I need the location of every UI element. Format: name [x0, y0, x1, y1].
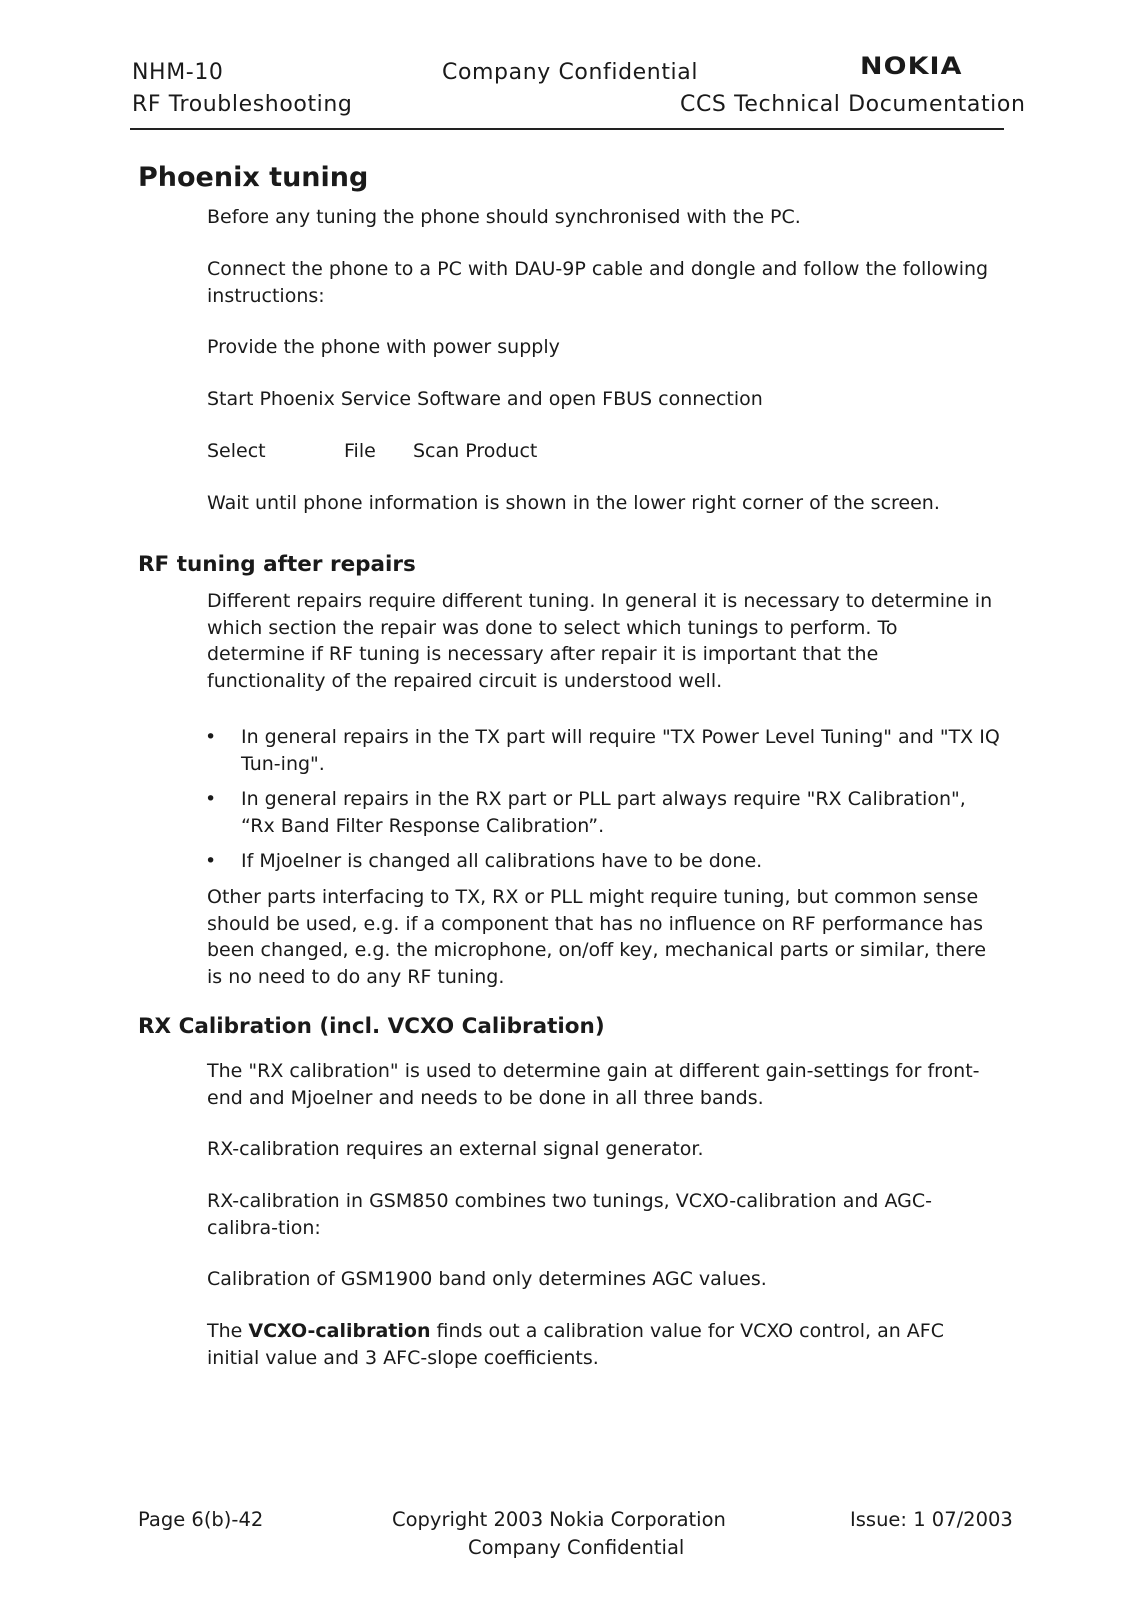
- bullet-dot: •: [205, 726, 217, 748]
- select-file: File: [344, 440, 376, 462]
- paragraph-lead: The: [207, 1320, 249, 1342]
- footer-confidential: Company Confidential: [468, 1536, 685, 1559]
- page-number: Page 6(b)-42: [138, 1508, 264, 1531]
- header-doc-type: CCS Technical Documentation: [680, 92, 1026, 117]
- rf-tuning-intro: Different repairs require different tuning. In general it is necessary to determine in which section the repair was done to select which tunings to perform. To determine if RF tuning is necessary after repair it is important that the functionality of the repaired circuit is understood well.: [207, 590, 993, 692]
- header-divider: [130, 128, 1004, 130]
- bullet-dot: •: [205, 850, 217, 872]
- header-confidential: Company Confidential: [442, 60, 699, 85]
- header-section: RF Troubleshooting: [132, 92, 353, 117]
- phoenix-paragraph-4: Start Phoenix Service Software and open FBUS connection: [207, 388, 763, 410]
- doc-model: NHM-10: [132, 60, 224, 85]
- bullet-dot: •: [205, 788, 217, 810]
- heading-rf-tuning: RF tuning after repairs: [138, 552, 416, 577]
- rf-tuning-outro: Other parts interfacing to TX, RX or PLL might require tuning, but common sense should be used, e.g. if a component that has no influence on RF performance has been changed, e.g. the microphone, on/off key, mechanical parts or similar, there is no need to do any RF tuning.: [207, 886, 987, 988]
- rx-cal-paragraph-2: RX-calibration requires an external signal generator.: [207, 1138, 704, 1160]
- phoenix-paragraph-1: Before any tuning the phone should synchronised with the PC.: [207, 206, 801, 228]
- select-label: Select: [207, 440, 266, 462]
- phoenix-paragraph-5: Wait until phone information is shown in the lower right corner of the screen.: [207, 492, 940, 514]
- phoenix-paragraph-2: Connect the phone to a PC with DAU-9P cable and dongle and follow the following instructions:: [207, 258, 989, 307]
- heading-rx-calibration: RX Calibration (incl. VCXO Calibration): [138, 1014, 605, 1039]
- rx-cal-paragraph-5: [207, 1318, 999, 1371]
- rx-cal-paragraph-3: RX-calibration in GSM850 combines two tunings, VCXO-calibration and AGC-calibra-tion:: [207, 1190, 932, 1239]
- nokia-logo: NOKIA: [860, 52, 963, 80]
- phoenix-paragraph-3: Provide the phone with power supply: [207, 336, 560, 358]
- list-item-text: In general repairs in the TX part will require "TX Power Level Tuning" and "TX IQ Tun-ing".: [241, 726, 1000, 775]
- select-scan-product: Scan Product: [413, 440, 538, 462]
- footer-issue: Issue: 1 07/2003: [850, 1508, 1013, 1531]
- list-item-text: If Mjoelner is changed all calibrations have to be done.: [241, 850, 763, 872]
- rx-cal-paragraph-4: Calibration of GSM1900 band only determines AGC values.: [207, 1268, 767, 1290]
- heading-phoenix-tuning: Phoenix tuning: [138, 162, 369, 193]
- footer-copyright: Copyright 2003 Nokia Corporation: [392, 1508, 726, 1531]
- paragraph-rest: finds out a calibration value for VCXO control, an AFC initial value and 3 AFC-slope coefficients.: [207, 1320, 944, 1369]
- vcxo-calibration-term: VCXO-calibration: [248, 1320, 431, 1342]
- list-item-text: In general repairs in the RX part or PLL part always require "RX Calibration", “Rx Band Filter Response Calibration”.: [241, 788, 966, 837]
- rx-cal-paragraph-1: The "RX calibration" is used to determine gain at different gain-settings for front-end and Mjoelner and needs to be done in all three bands.: [207, 1060, 980, 1109]
